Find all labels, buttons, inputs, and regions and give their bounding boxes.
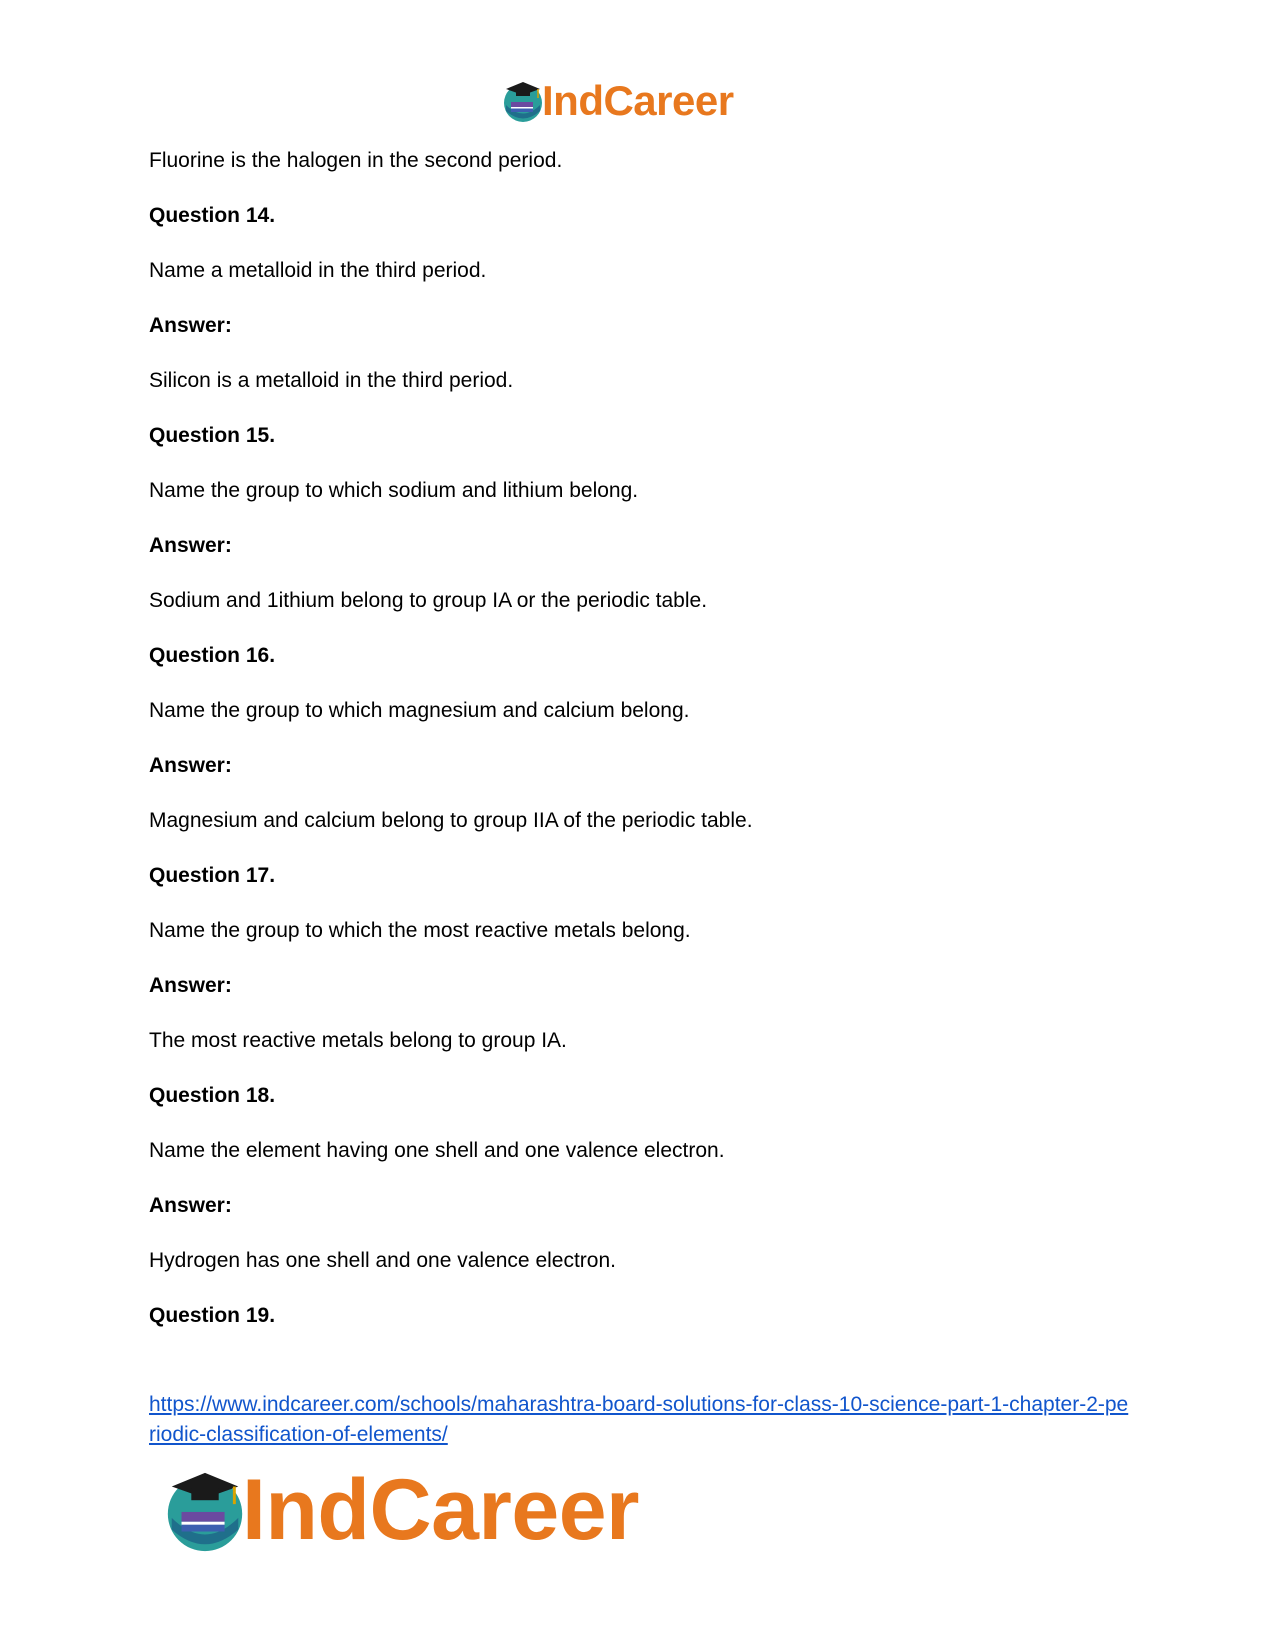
footer-logo <box>160 1462 639 1558</box>
answer-text: Fluorine is the halogen in the second period. <box>149 149 563 172</box>
globe-graduation-icon <box>500 78 546 124</box>
header-logo <box>500 78 734 124</box>
question-text: Name the group to which sodium and lithium belong. <box>149 479 639 502</box>
logo-wordmark: IndCareer <box>242 1462 639 1558</box>
question-text: Name a metalloid in the third period. <box>149 259 487 282</box>
source-url-link[interactable]: https://www.indcareer.com/schools/maharashtra-board-solutions-for-class-10-science-part-1-chapter-2-periodic-classification-of-elements/ <box>149 1393 1129 1446</box>
answer-label: Answer: <box>149 974 232 997</box>
answer-label: Answer: <box>149 534 232 557</box>
question-heading: Question 17. <box>149 864 276 887</box>
answer-text: Silicon is a metalloid in the third period. <box>149 369 514 392</box>
question-heading: Question 16. <box>149 644 276 667</box>
answer-text: Hydrogen has one shell and one valence electron. <box>149 1249 616 1272</box>
question-text: Name the group to which the most reactive metals belong. <box>149 919 691 942</box>
question-text: Name the element having one shell and one valence electron. <box>149 1139 725 1162</box>
answer-text: Sodium and 1ithium belong to group IA or the periodic table. <box>149 589 708 612</box>
logo-wordmark: IndCareer <box>542 77 734 124</box>
question-heading: Question 14. <box>149 204 276 227</box>
answer-label: Answer: <box>149 1194 232 1217</box>
question-heading: Question 15. <box>149 424 276 447</box>
document-body <box>149 146 1129 1356</box>
question-text: Name the group to which magnesium and calcium belong. <box>149 699 690 722</box>
answer-text: The most reactive metals belong to group IA. <box>149 1029 567 1052</box>
answer-label: Answer: <box>149 754 232 777</box>
globe-graduation-icon <box>160 1465 250 1555</box>
answer-label: Answer: <box>149 314 232 337</box>
question-heading: Question 18. <box>149 1084 276 1107</box>
answer-text: Magnesium and calcium belong to group IIA of the periodic table. <box>149 809 753 832</box>
question-heading: Question 19. <box>149 1304 276 1327</box>
